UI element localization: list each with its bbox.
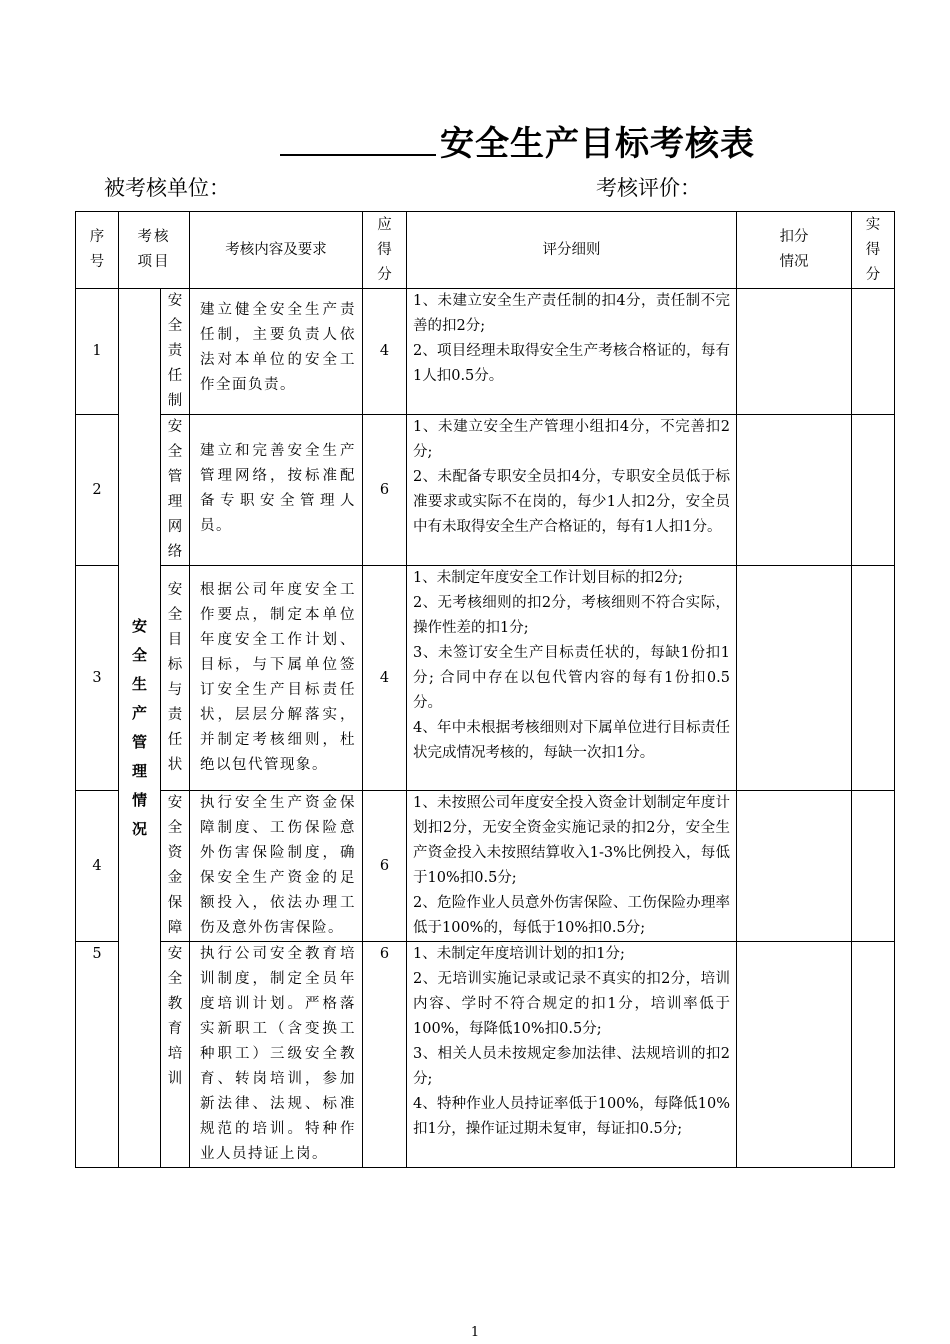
row-seq: 3 xyxy=(76,566,119,791)
header-content: 考核内容及要求 xyxy=(190,212,363,289)
row-actual[interactable] xyxy=(852,791,895,942)
table-row xyxy=(76,289,895,415)
document-title-area xyxy=(0,112,950,162)
row-score: 6 xyxy=(363,415,407,566)
page-number: 1 xyxy=(470,1325,480,1340)
row-deduction[interactable] xyxy=(737,566,852,791)
row-seq: 1 xyxy=(76,289,119,415)
row-content: 执行公司安全教育培训制度，制定全员年度培训计划。严格落实新职工（含变换工种职工）三级安全教育、转岗培训，参加新法律、法规、标准规范的培训。特种作业人员持证上岗。 xyxy=(190,942,363,1168)
assessment-table xyxy=(75,211,895,1168)
row-sub-item: 安全管理网络 xyxy=(161,415,190,566)
category-cell: 安全生产管理情况 xyxy=(119,289,161,1168)
row-score: 6 xyxy=(363,942,407,1168)
row-score: 6 xyxy=(363,791,407,942)
row-actual[interactable] xyxy=(852,566,895,791)
row-seq: 4 xyxy=(76,791,119,942)
row-seq: 2 xyxy=(76,415,119,566)
header-seq: 序号 xyxy=(76,212,119,289)
row-content: 建立和完善安全生产管理网络，按标准配备专职安全管理人员。 xyxy=(190,415,363,566)
table-row xyxy=(76,566,895,791)
row-criteria: 1、未建立安全生产责任制的扣4分，责任制不完善的扣2分; 2、项目经理未取得安全生产考核合格证的，每有1人扣0.5分。 xyxy=(407,289,737,415)
row-criteria: 1、未建立安全生产管理小组扣4分，不完善扣2分; 2、未配备专职安全员扣4分，专职安全员低于标准要求或实际不在岗的，每少1人扣2分，安全员中有未取得安全生产合格证的，每有1人扣1分。 xyxy=(407,415,737,566)
table-row xyxy=(76,942,895,1168)
header-row xyxy=(76,212,895,289)
header-deduction: 扣分情况 xyxy=(737,212,852,289)
header-score: 应得分 xyxy=(363,212,407,289)
row-sub-item: 安全教育培训 xyxy=(161,942,190,1168)
header-actual: 实得分 xyxy=(852,212,895,289)
table-row xyxy=(76,415,895,566)
row-seq: 5 xyxy=(76,942,119,1168)
assessed-unit-label: 被考核单位： xyxy=(104,176,230,200)
row-actual[interactable] xyxy=(852,289,895,415)
row-sub-item: 安全目标与责任状 xyxy=(161,566,190,791)
row-criteria: 1、未制定年度安全工作计划目标的扣2分; 2、无考核细则的扣2分，考核细则不符合实际，操作性差的扣1分; 3、未签订安全生产目标责任状的，每缺1份扣1分; 合同中存在以包代管内容的每有1份扣0.5分。 4、年中未根据考核细则对下属单位进行目标责任状完成情况考核的，每缺一次扣1分。 xyxy=(407,566,737,791)
title-blank-line xyxy=(280,112,436,156)
row-criteria: 1、未按照公司年度安全投入资金计划制定年度计划扣2分，无安全资金实施记录的扣2分，安全生产资金投入未按照结算收入1-3%比例投入，每低于10%扣0.5分; 2、危险作业人员意外伤害保险、工伤保险办理率低于100%的，每低于10%扣0.5分; xyxy=(407,791,737,942)
row-deduction[interactable] xyxy=(737,942,852,1168)
document-title: 安全生产目标考核表 xyxy=(440,124,755,164)
header-item: 考核项目 xyxy=(119,212,190,289)
row-actual[interactable] xyxy=(852,942,895,1168)
row-content: 建立健全安全生产责任制，主要负责人依法对本单位的安全工作全面负责。 xyxy=(190,289,363,415)
evaluation-label: 考核评价： xyxy=(596,176,701,200)
header-criteria: 评分细则 xyxy=(407,212,737,289)
row-criteria: 1、未制定年度培训计划的扣1分; 2、无培训实施记录或记录不真实的扣2分，培训内容、学时不符合规定的扣1分，培训率低于100%，每降低10%扣0.5分; 3、相关人员未按规定参加法律、法规培训的扣2分; 4、特种作业人员持证率低于100%，每降低10%扣1分，操作证过期未复审，每证扣0.5分; xyxy=(407,942,737,1168)
row-content: 根据公司年度安全工作要点，制定本单位年度安全工作计划、目标，与下属单位签订安全生产目标责任状，层层分解落实，并制定考核细则，杜绝以包代管现象。 xyxy=(190,566,363,791)
row-actual[interactable] xyxy=(852,415,895,566)
row-sub-item: 安全资金保障 xyxy=(161,791,190,942)
row-content: 执行安全生产资金保障制度、工伤保险意外伤害保险制度，确保安全生产资金的足额投入，依法办理工伤及意外伤害保险。 xyxy=(190,791,363,942)
row-sub-item: 安全责任制 xyxy=(161,289,190,415)
row-deduction[interactable] xyxy=(737,289,852,415)
row-score: 4 xyxy=(363,289,407,415)
row-deduction[interactable] xyxy=(737,415,852,566)
table-row xyxy=(76,791,895,942)
row-score: 4 xyxy=(363,566,407,791)
row-deduction[interactable] xyxy=(737,791,852,942)
